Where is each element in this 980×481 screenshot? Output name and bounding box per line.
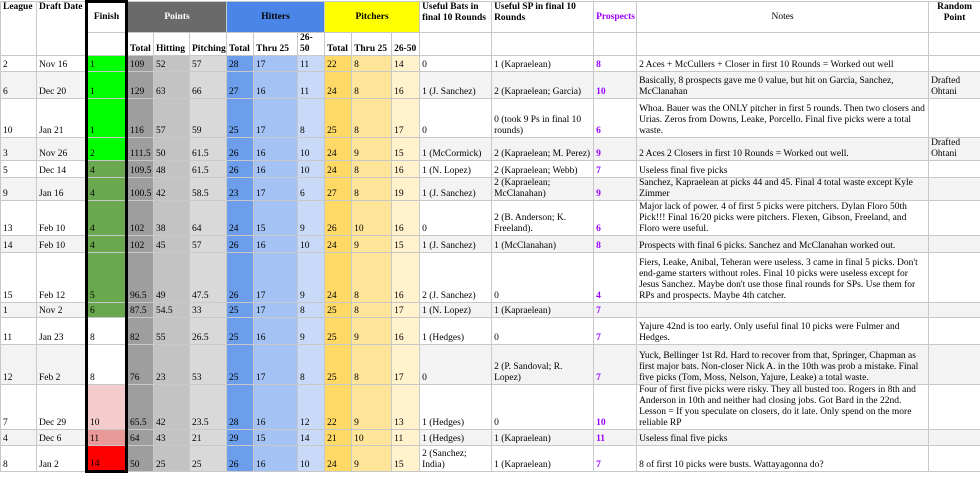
col-header-useful-sp[interactable]: Useful SP in final 10 Rounds [492, 2, 594, 33]
cell-hitters-26-50[interactable]: 10 [298, 138, 325, 161]
cell-useful-bats[interactable]: 0 [420, 345, 492, 385]
cell-hitters-total[interactable]: 25 [227, 99, 254, 138]
cell-useful-bats[interactable]: 2 (J. Sanchez) [420, 253, 492, 303]
cell-useful-sp[interactable]: 2 (Kapraelean; M. Perez) [492, 138, 594, 161]
cell-useful-bats[interactable]: 1 (Hedges) [420, 385, 492, 430]
cell-draft-date[interactable]: Jan 23 [37, 318, 87, 345]
cell-hitters-26-50[interactable]: 9 [298, 318, 325, 345]
cell-hitters-thru25[interactable]: 17 [254, 56, 298, 72]
table-row [1, 318, 980, 345]
cell-points-pitching[interactable]: 57 [190, 56, 227, 72]
table-row [1, 303, 980, 318]
cell-finish[interactable]: 4 [87, 178, 127, 201]
cell-hitters-26-50[interactable]: 8 [298, 345, 325, 385]
group-header-pitchers[interactable]: Pitchers [325, 2, 420, 33]
cell-pitchers-26-50[interactable]: 16 [392, 253, 420, 303]
cell-notes[interactable]: Four of first five picks were risky. They all busted too. Rogers in 8th and Anderson in 10th and neither had closing jobs. Got Bard in the 22nd. Lesson = If you speculate on closers, do it late. Only spend on the more reliable RP [637, 385, 929, 430]
cell-league[interactable]: 5 [1, 161, 37, 178]
cell-pitchers-total[interactable]: 24 [325, 138, 352, 161]
cell-points-hitting[interactable]: 49 [154, 253, 190, 303]
col-header-blank [420, 33, 492, 56]
cell-useful-sp[interactable]: 2 (B. Anderson; K. Freeland). [492, 201, 594, 236]
col-header-random-point[interactable]: Random Point [929, 2, 980, 33]
col-header-league[interactable]: League [1, 2, 37, 56]
cell-league[interactable]: 8 [1, 446, 37, 472]
cell-points-pitching[interactable]: 61.5 [190, 161, 227, 178]
cell-hitters-total[interactable]: 28 [227, 385, 254, 430]
cell-pitchers-total[interactable]: 27 [325, 178, 352, 201]
cell-pitchers-26-50[interactable]: 16 [392, 201, 420, 236]
cell-finish[interactable]: 6 [87, 303, 127, 318]
cell-finish[interactable]: 1 [87, 72, 127, 99]
col-header-pitchers-total[interactable]: Total [325, 33, 352, 56]
col-header-hitters-total[interactable]: Total [227, 33, 254, 56]
cell-hitters-total[interactable]: 26 [227, 236, 254, 253]
cell-finish[interactable]: 2 [87, 138, 127, 161]
cell-pitchers-total[interactable]: 24 [325, 72, 352, 99]
cell-hitters-thru25[interactable]: 17 [254, 99, 298, 138]
cell-hitters-total[interactable]: 26 [227, 253, 254, 303]
cell-hitters-total[interactable]: 27 [227, 72, 254, 99]
cell-pitchers-total[interactable]: 24 [325, 253, 352, 303]
cell-points-pitching[interactable]: 53 [190, 345, 227, 385]
cell-points-hitting[interactable]: 54.5 [154, 303, 190, 318]
cell-prospects[interactable]: 11 [594, 430, 637, 446]
cell-hitters-total[interactable]: 25 [227, 303, 254, 318]
col-header-notes[interactable]: Notes [637, 2, 929, 33]
cell-random-point[interactable] [929, 236, 980, 253]
cell-random-point[interactable] [929, 303, 980, 318]
cell-league[interactable]: 1 [1, 303, 37, 318]
cell-pitchers-total[interactable]: 25 [325, 345, 352, 385]
table-row [1, 56, 980, 72]
cell-useful-sp[interactable]: 1 (Kapraelean) [492, 430, 594, 446]
cell-pitchers-thru25[interactable]: 8 [352, 345, 392, 385]
cell-random-point[interactable] [929, 178, 980, 201]
cell-pitchers-26-50[interactable]: 17 [392, 99, 420, 138]
cell-points-hitting[interactable]: 43 [154, 430, 190, 446]
cell-points-total[interactable]: 111.5 [127, 138, 154, 161]
cell-pitchers-thru25[interactable]: 8 [352, 99, 392, 138]
cell-points-pitching[interactable]: 23.5 [190, 385, 227, 430]
table-body [1, 56, 980, 472]
cell-hitters-26-50[interactable]: 10 [298, 161, 325, 178]
table-row [1, 178, 980, 201]
cell-random-point[interactable] [929, 253, 980, 303]
cell-pitchers-total[interactable]: 24 [325, 236, 352, 253]
cell-pitchers-26-50[interactable]: 14 [392, 56, 420, 72]
cell-league[interactable]: 13 [1, 201, 37, 236]
cell-points-hitting[interactable]: 57 [154, 99, 190, 138]
cell-pitchers-26-50[interactable]: 11 [392, 430, 420, 446]
cell-useful-bats[interactable]: 1 (N. Lopez) [420, 161, 492, 178]
cell-hitters-thru25[interactable]: 16 [254, 318, 298, 345]
cell-hitters-total[interactable]: 29 [227, 430, 254, 446]
group-header-points[interactable]: Points [127, 2, 227, 33]
cell-finish[interactable]: 4 [87, 161, 127, 178]
cell-draft-date[interactable]: Nov 2 [37, 303, 87, 318]
cell-pitchers-26-50[interactable]: 15 [392, 236, 420, 253]
cell-draft-date[interactable]: Jan 16 [37, 178, 87, 201]
cell-hitters-total[interactable]: 28 [227, 56, 254, 72]
col-header-blank [929, 33, 980, 56]
cell-prospects[interactable]: 6 [594, 99, 637, 138]
table-row [1, 99, 980, 138]
cell-pitchers-thru25[interactable]: 9 [352, 318, 392, 345]
cell-hitters-26-50[interactable]: 9 [298, 253, 325, 303]
cell-points-pitching[interactable]: 33 [190, 303, 227, 318]
cell-pitchers-total[interactable]: 24 [325, 161, 352, 178]
table-row [1, 385, 980, 430]
cell-points-hitting[interactable]: 48 [154, 161, 190, 178]
cell-pitchers-thru25[interactable]: 8 [352, 178, 392, 201]
cell-league[interactable]: 14 [1, 236, 37, 253]
col-header-useful-bats[interactable]: Useful Bats in final 10 Rounds [420, 2, 492, 33]
cell-draft-date[interactable]: Nov 26 [37, 138, 87, 161]
cell-prospects[interactable]: 7 [594, 446, 637, 472]
cell-useful-bats[interactable]: 0 [420, 99, 492, 138]
col-header-finish[interactable]: Finish [87, 2, 127, 33]
cell-random-point[interactable] [929, 318, 980, 345]
cell-points-total[interactable]: 109.5 [127, 161, 154, 178]
cell-draft-date[interactable]: Dec 6 [37, 430, 87, 446]
cell-draft-date[interactable]: Nov 16 [37, 56, 87, 72]
cell-notes[interactable]: Major lack of power. 4 of first 5 picks were pitchers. Dylan Floro 50th Pick!!! Final 16/20 picks were pitchers. Flexen, Gibson, Freeland, and Floro were useful. [637, 201, 929, 236]
cell-pitchers-thru25[interactable]: 9 [352, 385, 392, 430]
cell-useful-bats[interactable]: 1 (J. Sanchez) [420, 178, 492, 201]
cell-points-pitching[interactable]: 66 [190, 72, 227, 99]
cell-points-pitching[interactable]: 61.5 [190, 138, 227, 161]
cell-hitters-thru25[interactable]: 16 [254, 446, 298, 472]
cell-hitters-26-50[interactable]: 6 [298, 178, 325, 201]
cell-hitters-thru25[interactable]: 16 [254, 138, 298, 161]
cell-pitchers-total[interactable]: 26 [325, 201, 352, 236]
cell-league[interactable]: 9 [1, 178, 37, 201]
cell-league[interactable]: 6 [1, 72, 37, 99]
cell-notes[interactable]: Basically, 8 prospects gave me 0 value, but hit on Garcia, Sanchez, McClanahan [637, 72, 929, 99]
cell-points-total[interactable]: 129 [127, 72, 154, 99]
cell-hitters-thru25[interactable]: 17 [254, 303, 298, 318]
cell-pitchers-thru25[interactable]: 10 [352, 430, 392, 446]
cell-prospects[interactable]: 8 [594, 236, 637, 253]
cell-finish[interactable]: 4 [87, 201, 127, 236]
cell-draft-date[interactable]: Jan 21 [37, 99, 87, 138]
cell-useful-bats[interactable]: 0 [420, 201, 492, 236]
cell-random-point[interactable] [929, 161, 980, 178]
cell-useful-bats[interactable]: 1 (J. Sanchez) [420, 236, 492, 253]
cell-pitchers-total[interactable]: 22 [325, 56, 352, 72]
cell-finish[interactable]: 5 [87, 253, 127, 303]
cell-useful-sp[interactable]: 1 (Kapraelean) [492, 56, 594, 72]
cell-hitters-total[interactable]: 26 [227, 161, 254, 178]
col-header-pitchers-26-50[interactable]: 26-50 [392, 33, 420, 56]
cell-points-total[interactable]: 65.5 [127, 385, 154, 430]
table-row [1, 430, 980, 446]
col-header-draft-date[interactable]: Draft Date [37, 2, 87, 56]
cell-hitters-26-50[interactable]: 9 [298, 201, 325, 236]
cell-hitters-26-50[interactable]: 8 [298, 303, 325, 318]
cell-hitters-26-50[interactable]: 12 [298, 385, 325, 430]
cell-league[interactable]: 3 [1, 138, 37, 161]
cell-points-total[interactable]: 109 [127, 56, 154, 72]
cell-finish[interactable]: 11 [87, 430, 127, 446]
cell-pitchers-thru25[interactable]: 9 [352, 236, 392, 253]
cell-notes[interactable]: 8 of first 10 picks were busts. Wattayagonna do? [637, 446, 929, 472]
cell-useful-bats[interactable]: 1 (McCormick) [420, 138, 492, 161]
cell-points-hitting[interactable]: 55 [154, 318, 190, 345]
cell-useful-sp[interactable]: 0 [492, 385, 594, 430]
cell-pitchers-total[interactable]: 25 [325, 318, 352, 345]
cell-pitchers-total[interactable]: 22 [325, 385, 352, 430]
cell-hitters-26-50[interactable]: 14 [298, 430, 325, 446]
cell-pitchers-thru25[interactable]: 9 [352, 446, 392, 472]
cell-points-total[interactable]: 96.5 [127, 253, 154, 303]
cell-draft-date[interactable]: Dec 14 [37, 161, 87, 178]
col-header-finish-sub [87, 33, 127, 56]
cell-draft-date[interactable]: Feb 12 [37, 253, 87, 303]
cell-league[interactable]: 7 [1, 385, 37, 430]
cell-points-pitching[interactable]: 57 [190, 236, 227, 253]
group-header-hitters[interactable]: Hitters [227, 2, 325, 33]
col-header-pitchers-thru25[interactable]: Thru 25 [352, 33, 392, 56]
cell-random-point[interactable] [929, 56, 980, 72]
cell-notes[interactable]: Whoa. Bauer was the ONLY pitcher in first 5 rounds. Then two closers and Urias. Zeros from Downs, Leake, Porcello. Final five picks were a total waste. [637, 99, 929, 138]
cell-points-total[interactable]: 102 [127, 236, 154, 253]
cell-useful-bats[interactable]: 1 (Hedges) [420, 430, 492, 446]
col-header-points-total[interactable]: Total [127, 33, 154, 56]
cell-notes[interactable]: Useless final five picks [637, 161, 929, 178]
cell-pitchers-thru25[interactable]: 8 [352, 161, 392, 178]
cell-notes[interactable]: 2 Aces + McCullers + Closer in first 10 Rounds = Worked out well [637, 56, 929, 72]
cell-useful-sp[interactable]: 1 (McClanahan) [492, 236, 594, 253]
cell-hitters-thru25[interactable]: 16 [254, 385, 298, 430]
cell-prospects[interactable]: 6 [594, 201, 637, 236]
cell-hitters-thru25[interactable]: 16 [254, 161, 298, 178]
cell-hitters-26-50[interactable]: 11 [298, 56, 325, 72]
cell-points-hitting[interactable]: 63 [154, 72, 190, 99]
cell-pitchers-26-50[interactable]: 15 [392, 138, 420, 161]
table-row [1, 345, 980, 385]
cell-notes[interactable]: Prospects with final 6 picks. Sanchez and McClanahan worked out. [637, 236, 929, 253]
table-row [1, 138, 980, 161]
cell-league[interactable]: 4 [1, 430, 37, 446]
cell-hitters-total[interactable]: 24 [227, 201, 254, 236]
cell-hitters-thru25[interactable]: 17 [254, 345, 298, 385]
cell-points-pitching[interactable]: 25 [190, 446, 227, 472]
cell-notes[interactable]: Yajure 42nd is too early. Only useful final 10 picks were Fulmer and Hedges. [637, 318, 929, 345]
cell-hitters-thru25[interactable]: 15 [254, 201, 298, 236]
cell-random-point[interactable]: Drafted Ohtani [929, 72, 980, 99]
cell-useful-sp[interactable]: 2 (P. Sandoval; R. Lopez) [492, 345, 594, 385]
cell-random-point[interactable] [929, 201, 980, 236]
cell-finish[interactable]: 1 [87, 99, 127, 138]
cell-points-hitting[interactable]: 25 [154, 446, 190, 472]
cell-useful-sp[interactable]: 1 (Kapraelean) [492, 303, 594, 318]
cell-pitchers-26-50[interactable]: 13 [392, 385, 420, 430]
cell-points-pitching[interactable]: 26.5 [190, 318, 227, 345]
cell-pitchers-26-50[interactable]: 19 [392, 178, 420, 201]
cell-league[interactable]: 11 [1, 318, 37, 345]
cell-hitters-total[interactable]: 23 [227, 178, 254, 201]
cell-pitchers-thru25[interactable]: 8 [352, 253, 392, 303]
cell-pitchers-total[interactable]: 21 [325, 430, 352, 446]
cell-hitters-26-50[interactable]: 8 [298, 99, 325, 138]
cell-pitchers-total[interactable]: 24 [325, 446, 352, 472]
cell-pitchers-26-50[interactable]: 17 [392, 345, 420, 385]
cell-notes[interactable]: Fiers, Leake, Anibal, Teheran were useless. 3 came in final 5 picks. Don't end-game starters without roles. Final 10 picks were useless except for Jesus Sanchez. Maybe don't use those final rounds for SPs. Use them for RPs and prospects. Maybe 4th catcher. [637, 253, 929, 303]
col-header-blank [594, 33, 637, 56]
cell-hitters-thru25[interactable]: 16 [254, 72, 298, 99]
cell-points-total[interactable]: 76 [127, 345, 154, 385]
cell-random-point[interactable]: Drafted Ohtani [929, 138, 980, 161]
cell-points-total[interactable]: 116 [127, 99, 154, 138]
cell-useful-sp[interactable]: 2 (Kapraelean; McClanahan) [492, 178, 594, 201]
cell-random-point[interactable] [929, 430, 980, 446]
col-header-points-hitting[interactable]: Hitting [154, 33, 190, 56]
cell-hitters-thru25[interactable]: 17 [254, 178, 298, 201]
cell-pitchers-26-50[interactable]: 16 [392, 318, 420, 345]
cell-pitchers-thru25[interactable]: 9 [352, 138, 392, 161]
cell-hitters-26-50[interactable]: 10 [298, 236, 325, 253]
cell-notes[interactable] [637, 303, 929, 318]
table-row [1, 201, 980, 236]
cell-useful-bats[interactable]: 1 (Hedges) [420, 318, 492, 345]
cell-pitchers-26-50[interactable]: 16 [392, 72, 420, 99]
cell-hitters-thru25[interactable]: 17 [254, 253, 298, 303]
col-header-hitters-thru25[interactable]: Thru 25 [254, 33, 298, 56]
cell-points-pitching[interactable]: 64 [190, 201, 227, 236]
cell-useful-sp[interactable]: 1 (Kapraelean) [492, 446, 594, 472]
cell-hitters-26-50[interactable]: 10 [298, 446, 325, 472]
cell-random-point[interactable] [929, 385, 980, 430]
cell-prospects[interactable]: 7 [594, 161, 637, 178]
cell-finish[interactable]: 8 [87, 318, 127, 345]
cell-points-total[interactable]: 87.5 [127, 303, 154, 318]
cell-useful-sp[interactable]: 2 (Kapraelean; Garcia) [492, 72, 594, 99]
cell-points-pitching[interactable]: 21 [190, 430, 227, 446]
col-header-blank [637, 33, 929, 56]
table-row [1, 161, 980, 178]
col-header-blank [492, 33, 594, 56]
cell-league[interactable]: 15 [1, 253, 37, 303]
cell-pitchers-thru25[interactable]: 8 [352, 303, 392, 318]
cell-draft-date[interactable]: Feb 10 [37, 236, 87, 253]
cell-prospects[interactable]: 10 [594, 385, 637, 430]
cell-points-hitting[interactable]: 23 [154, 345, 190, 385]
cell-draft-date[interactable]: Feb 10 [37, 201, 87, 236]
cell-useful-sp[interactable]: 0 [492, 318, 594, 345]
cell-hitters-thru25[interactable]: 15 [254, 430, 298, 446]
cell-points-total[interactable]: 100.5 [127, 178, 154, 201]
cell-draft-date[interactable]: Feb 2 [37, 345, 87, 385]
cell-draft-date[interactable]: Dec 20 [37, 72, 87, 99]
cell-points-hitting[interactable]: 42 [154, 178, 190, 201]
cell-league[interactable]: 10 [1, 99, 37, 138]
cell-finish[interactable]: 10 [87, 385, 127, 430]
cell-points-pitching[interactable]: 47.5 [190, 253, 227, 303]
cell-pitchers-26-50[interactable]: 16 [392, 161, 420, 178]
cell-hitters-thru25[interactable]: 16 [254, 236, 298, 253]
cell-points-hitting[interactable]: 45 [154, 236, 190, 253]
cell-prospects[interactable]: 10 [594, 72, 637, 99]
cell-useful-sp[interactable]: 2 (Kapraelean; Webb) [492, 161, 594, 178]
cell-pitchers-total[interactable]: 25 [325, 303, 352, 318]
col-header-hitters-26-50[interactable]: 26-50 [298, 33, 325, 56]
col-header-prospects[interactable]: Prospects [594, 2, 637, 33]
cell-useful-sp[interactable]: 0 (took 9 Ps in final 10 rounds) [492, 99, 594, 138]
cell-pitchers-thru25[interactable]: 8 [352, 72, 392, 99]
cell-pitchers-26-50[interactable]: 15 [392, 446, 420, 472]
header-row-top [1, 2, 980, 33]
table-row [1, 446, 980, 472]
cell-pitchers-26-50[interactable]: 17 [392, 303, 420, 318]
cell-points-total[interactable]: 50 [127, 446, 154, 472]
cell-prospects[interactable]: 4 [594, 253, 637, 303]
cell-points-hitting[interactable]: 38 [154, 201, 190, 236]
cell-finish[interactable]: 1 [87, 56, 127, 72]
cell-notes[interactable]: Yuck, Bellinger 1st Rd. Hard to recover from that, Springer, Chapman as first major bats. Non-closer Nick A. in the 10th was prob a mistake. Final five picks (Tom, Moss, Nelson, Yajure, Leake) a total waste. [637, 345, 929, 385]
cell-points-hitting[interactable]: 42 [154, 385, 190, 430]
cell-pitchers-thru25[interactable]: 8 [352, 56, 392, 72]
cell-prospects[interactable]: 9 [594, 178, 637, 201]
cell-finish[interactable]: 8 [87, 345, 127, 385]
cell-draft-date[interactable]: Jan 2 [37, 446, 87, 472]
cell-random-point[interactable] [929, 446, 980, 472]
cell-hitters-total[interactable]: 25 [227, 345, 254, 385]
cell-league[interactable]: 2 [1, 56, 37, 72]
table-row [1, 253, 980, 303]
cell-prospects[interactable]: 7 [594, 303, 637, 318]
cell-random-point[interactable] [929, 345, 980, 385]
col-header-points-pitching[interactable]: Pitching [190, 33, 227, 56]
cell-finish[interactable]: 4 [87, 236, 127, 253]
cell-useful-bats[interactable]: 0 [420, 56, 492, 72]
cell-useful-bats[interactable]: 1 (J. Sanchez) [420, 72, 492, 99]
table-row [1, 72, 980, 99]
cell-hitters-26-50[interactable]: 11 [298, 72, 325, 99]
header-row-sub [1, 33, 980, 56]
cell-hitters-total[interactable]: 25 [227, 318, 254, 345]
cell-prospects[interactable]: 7 [594, 345, 637, 385]
cell-prospects[interactable]: 9 [594, 138, 637, 161]
cell-points-total[interactable]: 82 [127, 318, 154, 345]
table-row [1, 236, 980, 253]
cell-points-total[interactable]: 64 [127, 430, 154, 446]
cell-pitchers-thru25[interactable]: 10 [352, 201, 392, 236]
cell-league[interactable]: 12 [1, 345, 37, 385]
cell-points-pitching[interactable]: 58.5 [190, 178, 227, 201]
cell-points-hitting[interactable]: 50 [154, 138, 190, 161]
cell-points-total[interactable]: 102 [127, 201, 154, 236]
cell-prospects[interactable]: 8 [594, 56, 637, 72]
cell-notes[interactable]: Useless final five picks [637, 430, 929, 446]
cell-random-point[interactable] [929, 99, 980, 138]
cell-hitters-total[interactable]: 26 [227, 138, 254, 161]
cell-useful-bats[interactable]: 1 (N. Lopez) [420, 303, 492, 318]
cell-prospects[interactable]: 7 [594, 318, 637, 345]
cell-points-pitching[interactable]: 59 [190, 99, 227, 138]
cell-useful-sp[interactable]: 0 [492, 253, 594, 303]
cell-hitters-total[interactable]: 26 [227, 446, 254, 472]
cell-notes[interactable]: 2 Aces 2 Closers in first 10 Rounds = Worked out well. [637, 138, 929, 161]
cell-useful-bats[interactable]: 2 (Sanchez; India) [420, 446, 492, 472]
cell-pitchers-total[interactable]: 25 [325, 99, 352, 138]
cell-points-hitting[interactable]: 52 [154, 56, 190, 72]
cell-notes[interactable]: Sanchez, Kapraelean at picks 44 and 45. Final 4 total waste except Kyle Zimmer [637, 178, 929, 201]
cell-finish[interactable]: 14 [87, 446, 127, 472]
cell-draft-date[interactable]: Dec 29 [37, 385, 87, 430]
